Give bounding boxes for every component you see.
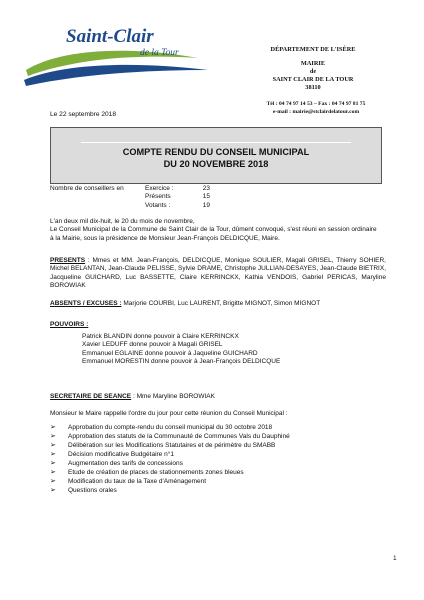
agenda-item-text: Augmentation des tarifs de concessions [68, 460, 183, 467]
absents-paragraph [50, 300, 386, 308]
agenda-list [50, 423, 386, 495]
mairie-label: MAIRIE [300, 60, 326, 67]
agenda-intro: Monsieur le Maire rappelle l'ordre du jour pour cette réunion du Conseil Municipal : [50, 410, 288, 417]
agenda-item-text: Approbation des statuts de la Communauté de Communes Vals du Dauphiné [68, 433, 290, 440]
arrow-bullet-icon: ➢ [50, 433, 56, 440]
presents-heading: PRESENTS [50, 257, 86, 264]
tel-fax: Tél : 04 74 97 14 53 – Fax : 04 74 97 81 75 [266, 101, 366, 107]
title-line-1: COMPTE RENDU DU CONSEIL MUNICIPAL [122, 147, 310, 157]
secretaire-paragraph [50, 393, 215, 401]
counts-labels [145, 185, 174, 210]
arrow-bullet-icon: ➢ [50, 469, 56, 476]
agenda-item-text: Modification du taux de la Taxe d'Aménagement [68, 478, 207, 485]
department-name: DÉPARTEMENT DE L'ISÈRE [270, 46, 356, 53]
agenda-item [50, 441, 386, 450]
agenda-item-text: Décision modificative Budgétaire n°1 [68, 451, 174, 458]
absents-heading: ABSENTS / EXCUSES : [50, 300, 122, 307]
town-logo [22, 24, 212, 94]
title-box [50, 127, 382, 184]
page-number: 1 [393, 555, 397, 562]
pouvoir-item: Emmanuel EGLAINE donne pouvoir à Jaqueline GUICHARD [82, 349, 258, 357]
agenda-item [50, 450, 386, 459]
arrow-bullet-icon: ➢ [50, 460, 56, 467]
agenda-item [50, 477, 386, 486]
intro-line-2: Le Conseil Municipal de la Commune de Saint Clair de la Tour, dûment convoqué, s'est réuni en session ordinaire à la Mairie, sous la présidence de Monsieur Jean-François DELDICQUE, Maire. [50, 226, 377, 242]
arrow-bullet-icon: ➢ [50, 442, 56, 449]
intro-line-1: L'an deux mil dix-huit, le 20 du mois de novembre, [50, 218, 195, 225]
secretaire-heading: SECRETAIRE DE SEANCE [50, 393, 132, 400]
agenda-item-text: Délibération sur les Modifications Statutaires et de périmètre du SMABB [68, 442, 276, 449]
arrow-bullet-icon: ➢ [50, 487, 56, 494]
arrow-bullet-icon: ➢ [50, 451, 56, 458]
postcode: 38110 [305, 84, 321, 91]
count-label: Présents [145, 193, 171, 201]
arrow-bullet-icon: ➢ [50, 424, 56, 431]
town-name: SAINT CLAIR DE LA TOUR [272, 76, 354, 83]
pouvoirs-list [82, 333, 382, 367]
pouvoir-item: Patrick BLANDIN donne pouvoir à Claire KERRINCKX [82, 333, 239, 340]
counts-values [186, 185, 210, 210]
agenda-item [50, 432, 386, 441]
pouvoir-item: Xavier LEDUFF donne pouvoir à Magali GRISEL [82, 341, 223, 349]
agenda-item-text: Questions orales [68, 487, 117, 494]
count-label: Exercice : [145, 185, 174, 192]
agenda-item [50, 486, 386, 495]
logo-title: Saint-Clair [66, 26, 154, 47]
count-value: 19 [202, 201, 210, 209]
presents-paragraph [50, 257, 386, 291]
document-date: Le 22 septembre 2018 [50, 111, 116, 118]
mairie-de: de [309, 68, 317, 75]
secretaire-name: : Mme Maryline BOROWIAK [131, 393, 215, 400]
agenda-item [50, 459, 386, 468]
pouvoirs-heading: POUVOIRS : [50, 321, 89, 328]
pouvoir-item: Emmanuel MORESTIN donne pouvoir à Jean-François DELDICQUE [82, 358, 281, 366]
agenda-item-text: Approbation du compte-rendu du conseil municipal du 30 octobre 2018 [68, 424, 273, 431]
count-value: 15 [202, 193, 210, 201]
email-address: e-mail : mairie@stclairdelatour.com [272, 108, 360, 115]
count-value: 23 [202, 185, 210, 192]
agenda-item-text: Etude de création de places de stationnements zones bleues [68, 469, 244, 476]
count-label: Votants : [145, 201, 171, 209]
presents-list: : Mmes et MM. Jean-François, DELDICQUE, Monique SOULIER, Magali GRISEL, Thierry SOHIER, Michel BELANTAN, Jean-Claude PELISSE, Sylvie DRAME, Christophe JULLIAN-DESAYES, Jean-Claude BIETRIX, Jacqueline GUICHARD, Luc BASSETTE, Claire KERRINCKX, Kathia VENDOIS, Gabriel PERICAS, Maryline BOROWIAK [50, 257, 386, 290]
agenda-item [50, 468, 386, 477]
intro-paragraph [50, 218, 382, 243]
agenda-item [50, 423, 386, 432]
logo-subtitle: de la Tour [140, 48, 179, 58]
department-block [238, 46, 388, 92]
absents-list: Marjorie COURBI, Luc LAURENT, Brigitte MIGNOT, Simon MIGNOT [121, 300, 321, 307]
arrow-bullet-icon: ➢ [50, 478, 56, 485]
contact-block [236, 101, 396, 116]
counts-label: Nombre de conseillers en [50, 185, 124, 192]
title-line-2: DU 20 NOVEMBRE 2018 [163, 159, 269, 169]
